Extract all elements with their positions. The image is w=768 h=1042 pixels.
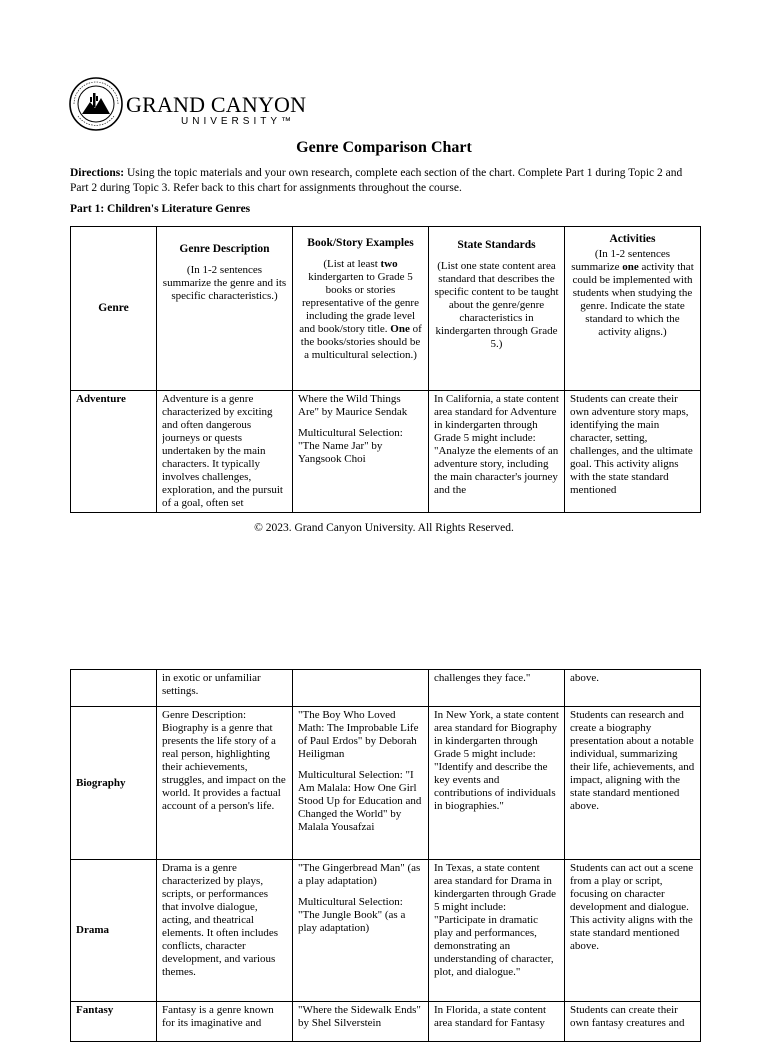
examples-title: Book/Story Examples [307, 237, 414, 249]
activities-note: (In 1-2 sentences summarize one activity that could be implemented with students when studying the genre. Indicate the state standard to which the activity aligns.) [571, 248, 694, 338]
description-cell-adventure-cont: in exotic or unfamiliar settings. [157, 670, 293, 707]
directions-text: Using the topic materials and your own research, complete each section of the chart. Complete Part 1 during Topic 2 and Part 2 during Topic 3. Refer back to this chart for assignments throughout the course. [70, 167, 683, 194]
examples-cell-biography: "The Boy Who Loved Math: The Improbable Life of Paul Erdos" by Deborah Heiligman Multicultural Selection: "I Am Malala: How One Girl Stood Up for Education and Changed the World" by Malala Yousafzai [293, 707, 429, 860]
standard-cell-fantasy: In Florida, a state content area standard for Fantasy [429, 1002, 565, 1042]
standard-cell-drama: In Texas, a state content area standard for Drama in kindergarten through Grade 5 might include: "Participate in dramatic play and performances, demonstrating an understanding of character, plot, and dialogue." [429, 860, 565, 1002]
description-title: Genre Description [179, 243, 270, 255]
table-header-row [71, 227, 701, 391]
activity-cell-adventure-cont: above. [565, 670, 701, 707]
activities-title: Activities [609, 233, 656, 245]
examples-cell-empty [293, 670, 429, 707]
activity-cell-adventure: Students can create their own adventure story maps, identifying the main character, setting, challenges, and the ultimate goal. This activity aligns with the state standard mentioned [565, 391, 701, 513]
table-row-drama [71, 860, 701, 1002]
genre-cell-fantasy: Fantasy [71, 1002, 157, 1042]
document-title: Genre Comparison Chart [296, 139, 472, 156]
standard-cell-adventure-cont: challenges they face." [429, 670, 565, 707]
column-header-genre: Genre [71, 227, 157, 391]
standards-note: (List one state content area standard that describes the specific content to be taught about the genre/genre characteristics in kindergarten through Grade 5.) [434, 260, 559, 350]
description-note: (In 1-2 sentences summarize the genre and its specific characteristics.) [162, 264, 287, 302]
standards-title: State Standards [457, 239, 536, 251]
table-row-adventure-continued [71, 670, 701, 707]
university-seal-icon [68, 76, 124, 132]
logo-wordmark: GRAND CANYON [126, 92, 307, 117]
examples-cell-drama: "The Gingerbread Man" (as a play adaptation) Multicultural Selection: "The Jungle Book" (as a play adaptation) [293, 860, 429, 1002]
table-row-fantasy [71, 1002, 701, 1042]
examples-note: (List at least two kindergarten to Grade 5 books or stories representative of the genre including the grade level and book/story title. One of the books/stories should be a multicultural selection.) [299, 258, 422, 361]
directions-paragraph [70, 166, 700, 195]
description-cell-adventure: Adventure is a genre characterized by exciting and often dangerous journeys or quests undertaken by the main characters. It typically involves challenges, exploration, and the pursuit of a goal, often set [157, 391, 293, 513]
description-cell-drama: Drama is a genre characterized by plays, scripts, or performances that involve dialogue, acting, and theatrical elements. It often includes conflicts, character development, and various themes. [157, 860, 293, 1002]
genre-cell-drama: Drama [71, 860, 157, 1002]
table-row-biography [71, 707, 701, 860]
logo-subtitle: UNIVERSITY™ [181, 116, 296, 127]
copyright-footer: © 2023. Grand Canyon University. All Rights Reserved. [254, 522, 514, 534]
genre-cell-biography: Biography [71, 707, 157, 860]
examples-cell-adventure: Where the Wild Things Are" by Maurice Sendak Multicultural Selection: "The Name Jar" by Yangsook Choi [293, 391, 429, 513]
description-cell-biography: Genre Description: Biography is a genre that presents the life story of a real person, highlighting their achievements, struggles, and impact on the world. It provides a factual account of a person's life. [157, 707, 293, 860]
genre-cell-empty [71, 670, 157, 707]
genre-table-page2 [70, 669, 701, 1042]
column-header-standards [429, 227, 565, 391]
genre-cell-adventure: Adventure [71, 391, 157, 513]
examples-cell-fantasy: "Where the Sidewalk Ends" by Shel Silverstein [293, 1002, 429, 1042]
column-header-description [157, 227, 293, 391]
directions-label: Directions: [70, 167, 125, 179]
table-row-adventure [71, 391, 701, 513]
activity-cell-fantasy: Students can create their own fantasy creatures and [565, 1002, 701, 1042]
activity-cell-drama: Students can act out a scene from a play or script, focusing on character development and dialogue. This activity aligns with the state standard mentioned above. [565, 860, 701, 1002]
description-cell-fantasy: Fantasy is a genre known for its imaginative and [157, 1002, 293, 1042]
column-header-activities [565, 227, 701, 391]
page-gap [0, 555, 768, 655]
activity-cell-biography: Students can research and create a biography presentation about a notable individual, summarizing their life, achievements, and impact, aligning with the state standard mentioned above. [565, 707, 701, 860]
part1-heading: Part 1: Children's Literature Genres [70, 203, 251, 215]
standard-cell-biography: In New York, a state content area standard for Biography in kindergarten through Grade 5 might include: "Identify and describe the key events and contributions of individuals in biographies." [429, 707, 565, 860]
genre-table-page1 [70, 226, 701, 513]
university-logo [68, 76, 308, 134]
column-header-examples [293, 227, 429, 391]
standard-cell-adventure: In California, a state content area standard for Adventure in kindergarten through Grade 5 might include: "Analyze the elements of an adventure story, including the main character's journey and the [429, 391, 565, 513]
